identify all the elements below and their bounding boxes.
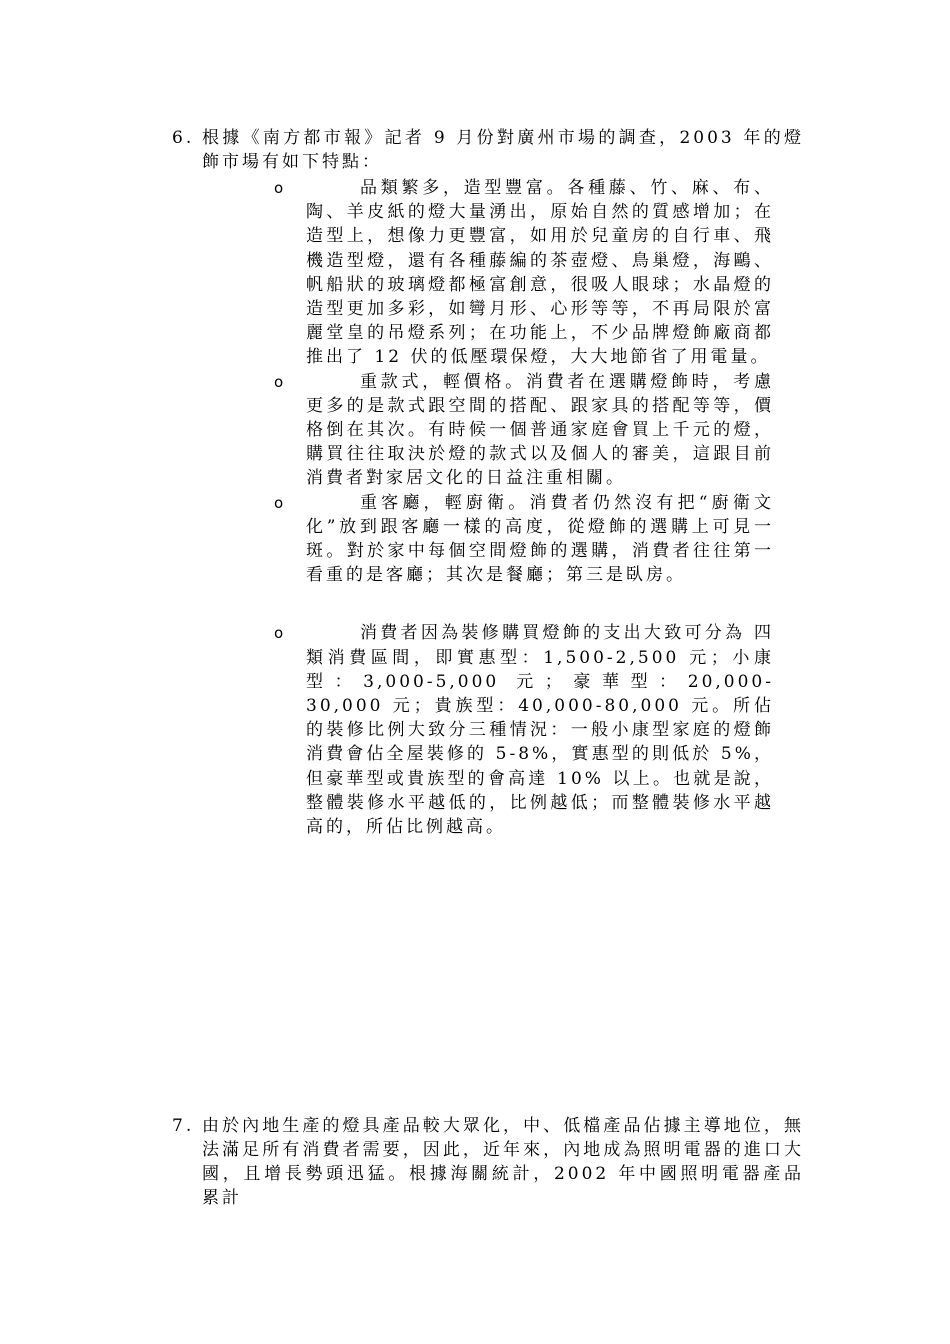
bullet-circle-icon: o	[274, 372, 284, 391]
bullet-text: 品類繁多，造型豐富。各種藤、竹、麻、布、陶、羊皮紙的燈大量湧出，原始自然的質感增加；在造型上，想像力更豐富，如用於兒童房的自行車、飛機造型燈，還有各種藤編的茶壺燈、鳥巢燈，海鷗、帆船狀的玻璃燈都極富創意，很吸人眼球；水晶燈的造型更加多彩，如彎月形、心形等等，不再局限於富麗堂皇的吊燈系列；在功能上，不少品牌燈飾廠商都推出了 12 伏的低壓環保燈，大大地節省了用電量。	[306, 178, 774, 368]
bullet-text: 消費者因為裝修購買燈飾的支出大致可分為 四類消費區間，即實惠型：1,500-2,500 元；小康型：3,000-5,000 元；豪華型：20,000-30,000 元；貴族型：40,000-80,000 元。所佔的裝修比例大致分三種情況：一般小康型家庭的燈飾消費會佔全屋裝修的 5-8%，實惠型的則低於 5%，但豪華型或貴族型的會高達 10% 以上。也就是說，整體裝修水平越低的，比例越低；而整體裝修水平越高的，所佔比例越高。	[306, 623, 774, 838]
bullet-circle-icon: o	[274, 624, 284, 643]
bullet-item	[274, 176, 774, 370]
item-number: 7.	[172, 1116, 195, 1136]
bullet-item	[274, 491, 774, 588]
bullet-item	[274, 370, 774, 491]
bullet-item	[274, 621, 774, 839]
bullet-circle-icon: o	[274, 493, 284, 512]
item-number: 6.	[172, 128, 195, 148]
item-text: 由於內地生產的燈具產品較大眾化，中、低檔產品佔據主導地位，無法滿足所有消費者需要，因此，近年來，內地成為照明電器的進口大國，且增長勢頭迅猛。根據海關統計，2002 年中國照明電器產品累計	[202, 1116, 804, 1208]
list-item-6	[172, 126, 804, 174]
bullet-list	[274, 176, 774, 839]
item-text: 根據《南方都市報》記者 9 月份對廣州市場的調查，2003 年的燈飾市場有如下特點：	[202, 128, 804, 172]
bullet-circle-icon: o	[274, 179, 284, 197]
list-item-7	[172, 1114, 804, 1210]
bullet-text: 重款式，輕價格。消費者在選購燈飾時，考慮更多的是款式跟空間的搭配、跟家具的搭配等等，價格倒在其次。有時候一個普通家庭會買上千元的燈，購買往往取決於燈的款式以及個人的審美，這跟目前消費者對家居文化的日益注重相關。	[306, 371, 774, 489]
bullet-text: 重客廳，輕廚衛。消費者仍然沒有把“廚衛文化”放到跟客廳一樣的高度，從燈飾的選購上可見一斑。對於家中每個空間燈飾的選購，消費者往往第一看重的是客廳；其次是餐廳；第三是臥房。	[306, 492, 774, 586]
